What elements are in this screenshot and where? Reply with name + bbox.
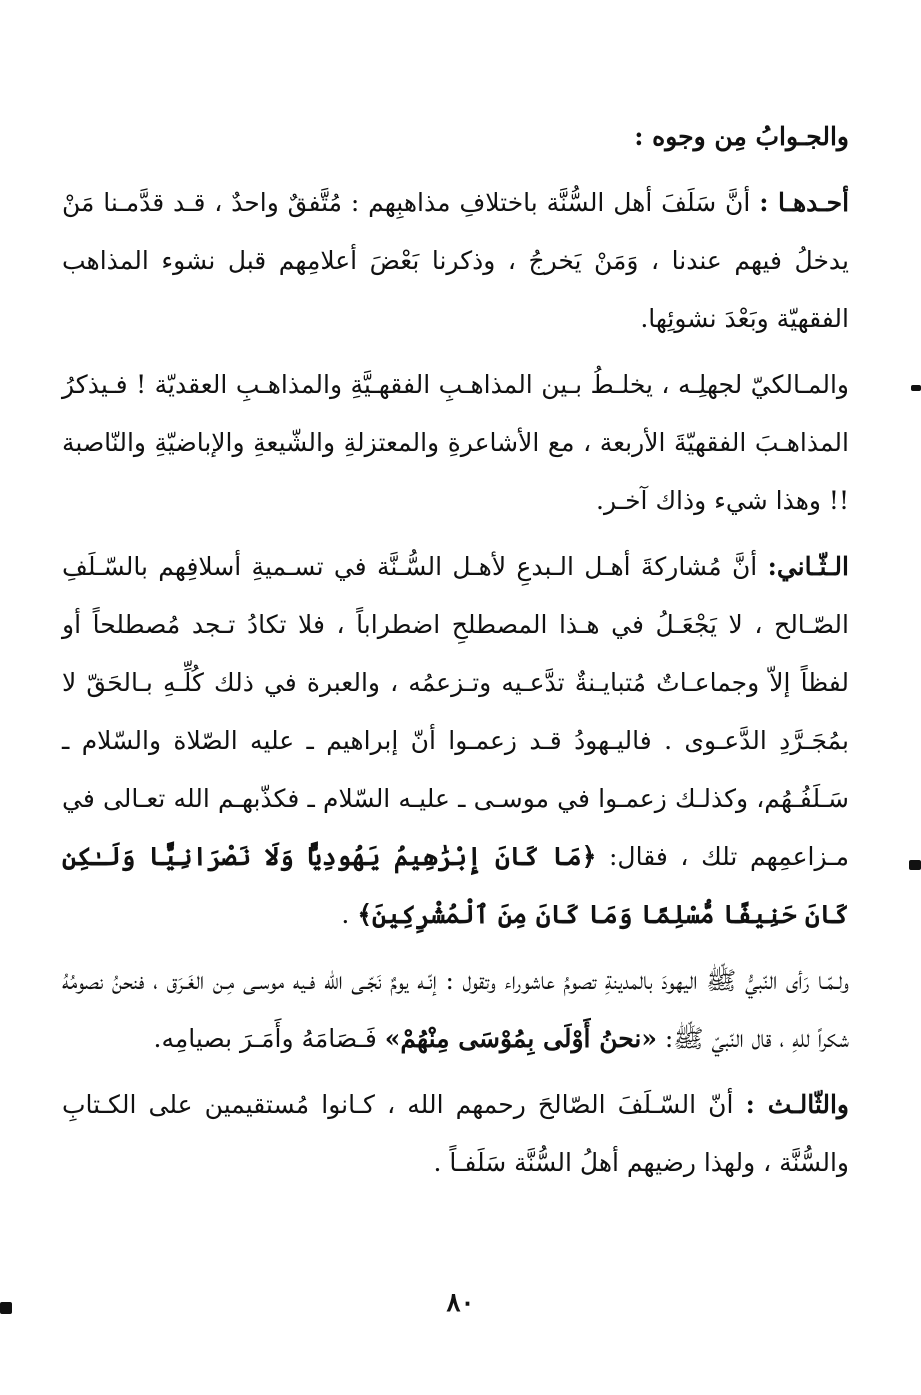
hadith-quote: «نحنُ أَوْلَى بِمُوْسَى مِنْهُمْ»	[384, 1024, 657, 1053]
paragraph-ashura	[62, 952, 849, 1068]
intro-line	[62, 108, 849, 166]
ashura-text: ولـمّـا رَأى النّبيُّ ﷺ اليهودَ بالمدينةِ تصومُ عاشوراء وتقول : إنّـه يومٌ نَجّـى الله فـيه موسـى مِـن الغَـرَق ، فنحنُ نصومُهُ شكراً للهِ ، قال النّبيّ ﷺ:	[62, 966, 849, 1053]
third-point-text: أنّ السّـلَفَ الصّالحَ رحمهم الله ، كـانوا مُستقيمين على الكـتابِ والسُّنَّة ، ولهذا رضيهم أهلُ السُّنَّة سَلَفـاً .	[62, 1090, 849, 1177]
ashura-end: فَـصَامَهُ وأَمَـرَ بصيامِه.	[153, 1024, 385, 1053]
first-point-label: أحـدهـا :	[759, 188, 850, 217]
intro-text: والجـوابُ مِن وجوه :	[634, 122, 849, 151]
second-point-end: .	[341, 900, 358, 929]
second-point-text: أنَّ مُشاركةَ أهـل الـبدعِ لأهـل السُّـنَّة في تسـميةِ أسلافِهم بالسّـلَفِ الصّـالح ، لا يَجْعَـلُ في هـذا المصطلحِ اضطراباً ، فلا تكادُ تـجد مُصطلحاً أو لفظاً إلاّ وجماعـاتٌ مُتبايـنةٌ تدَّعـيه وتـزعمُه ، والعبرة في ذلك كُلِّـهِ بـالحَقّ لا بمُجَـرَّدِ الدَّعـوى . فاليـهودُ قـد زعمـوا أنّ إبراهيم ـ عليه الصّلاة والسّلام ـ سَـلَفُـهُم، وكذلـك زعمـوا في موسـى ـ عليـه السّلام ـ فكذّبهـم الله تعـالى في مـزاعمِهم تلك ، فقال:	[62, 552, 849, 871]
paragraph-maliki	[62, 356, 849, 530]
margin-mark-icon	[0, 1302, 12, 1314]
page-body	[62, 108, 849, 1200]
margin-mark-icon	[909, 860, 921, 870]
maliki-text: والمـالكيّ لجهلِـه ، يخلـطُ بـين المذاهـبِ الفقهـيَّةِ والمذاهـبِ العقديّة ! فـيذكرُ المذاهـبَ الفقهيّةَ الأربعة ، مع الأشاعرةِ والمعتزلةِ والشّيعةِ والإباضيّةِ والنّاصبة !! وهذا شيء وذاك آخـر.	[62, 370, 849, 515]
page-number: ٨٠	[446, 1288, 475, 1318]
quran-verse: ﴿مَا كَانَ إِبْرَٰهِيمُ يَهُودِيًّا وَلَا نَصْرَانِيًّا وَلَـٰكِن كَانَ حَنِيفًا مُّسْلِمًا وَمَا كَانَ مِنَ ٱلْمُشْرِكِينَ﴾	[62, 842, 849, 929]
paragraph-second	[62, 538, 849, 944]
paragraph-first	[62, 174, 849, 348]
paragraph-third	[62, 1076, 849, 1192]
third-point-label: والثّالـث :	[745, 1090, 849, 1119]
first-point-text: أنَّ سَلَفَ أهل السُّنَّة باختلافِ مذاهبِهم : مُتَّفقٌ واحدٌ ، قـد قدَّمـنا مَنْ يدخلُ فيهم عندنا ، وَمَنْ يَخرجُ ، وذكرنا بَعْضَ أعلامِهم قبل نشوء المذاهب الفقهيّة وبَعْدَ نشوئِها.	[62, 188, 849, 333]
margin-mark-icon	[911, 385, 921, 391]
second-point-label: الـثّـاني:	[767, 552, 849, 581]
